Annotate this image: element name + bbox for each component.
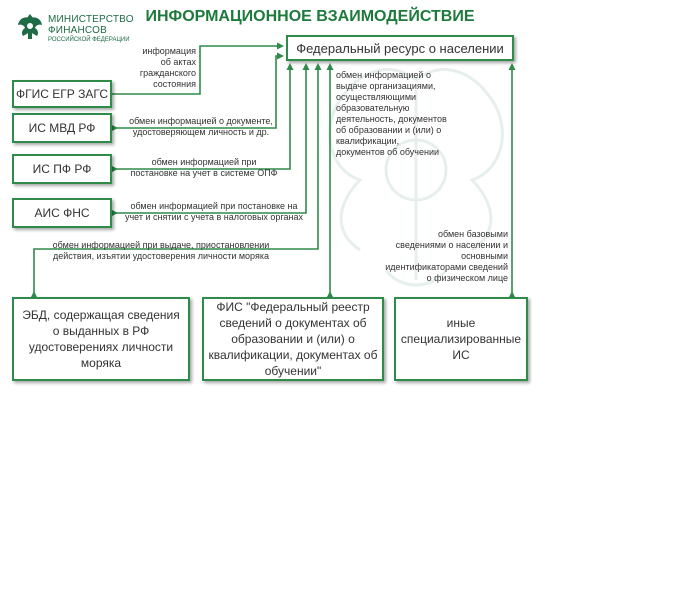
logo-line-2: ФИНАНСОВ (48, 25, 107, 36)
node-is-mvd: ИС МВД РФ (12, 113, 112, 143)
label-fns: обмен информацией при постановке на учет и снятии с учета в налоговых органах (124, 201, 304, 222)
logo-line-1: МИНИСТЕРСТВО (48, 14, 134, 25)
label-base-info: обмен базовыми сведениями о населении и основными идентификаторами сведений о физическом лице (385, 229, 508, 283)
label-pf: обмен информацией при постановке на учет в системе ОПФ (130, 157, 278, 178)
node-is-pf: ИС ПФ РФ (12, 154, 112, 184)
label-mvd: обмен информацией о документе, удостоверяющем личность и др. (129, 116, 273, 137)
node-ebd-seaman: ЭБД, содержащая сведения о выданных в РФ удостоверениях личности моряка (12, 297, 190, 381)
label-education: обмен информацией о выдаче организациями, осуществляющими образовательную деятельность, документов об образовании и (или) о квалификации, документов об обучении (336, 70, 447, 157)
node-other-is: иные специализированные ИС (394, 297, 528, 381)
label-zags: информация об актах гражданского состояния (139, 46, 196, 89)
node-federal-resource: Федеральный ресурс о населении (286, 35, 514, 61)
node-ais-fns: АИС ФНС (12, 198, 112, 228)
node-fgis-egr-zags: ФГИС ЕГР ЗАГС (12, 80, 112, 108)
label-ebd: обмен информацией при выдаче, приостановлении действия, изъятии удостоверения личности моряка (52, 240, 270, 261)
logo-line-3: РОССИЙСКОЙ ФЕДЕРАЦИИ (48, 37, 130, 43)
page-title: ИНФОРМАЦИОННОЕ ВЗАИМОДЕЙСТВИЕ (145, 8, 475, 25)
node-fis-education: ФИС "Федеральный реестр сведений о документах об образовании и (или) о квалификации, документах об обучении" (202, 297, 384, 381)
